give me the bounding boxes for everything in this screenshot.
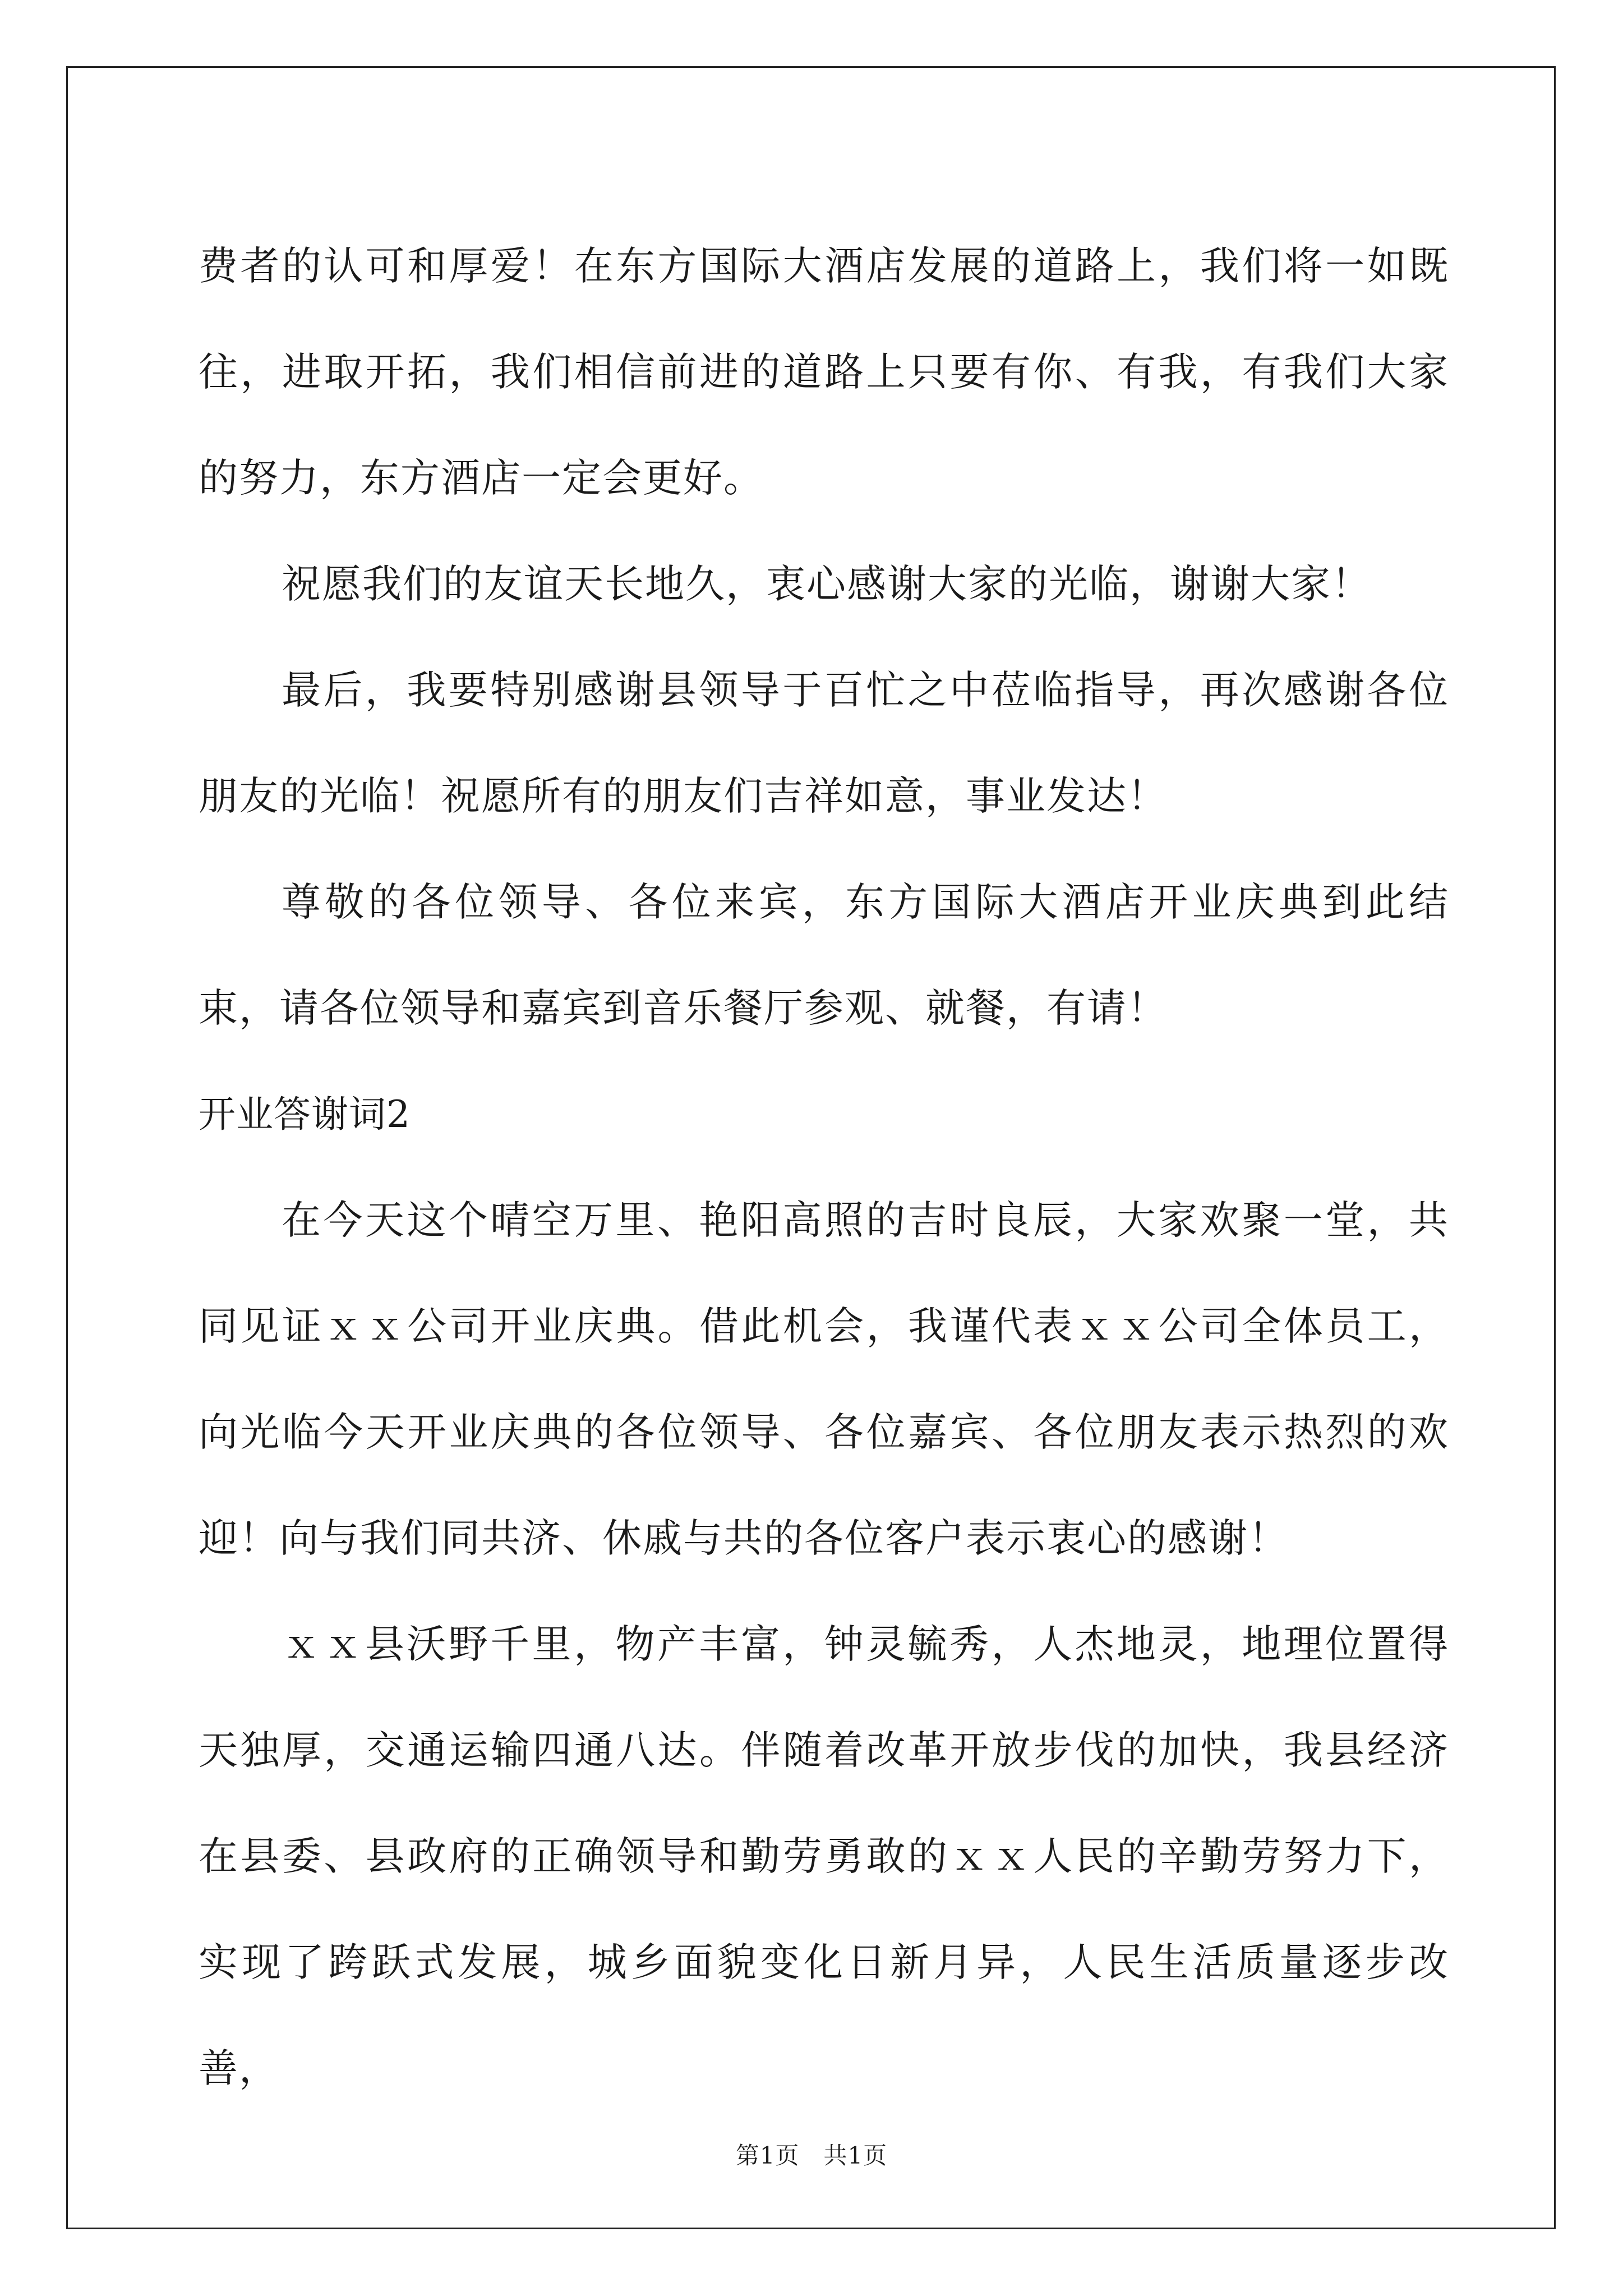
document-body	[199, 213, 1449, 2122]
paragraph: 在今天这个晴空万里、艳阳高照的吉时良辰，大家欢聚一堂，共同见证ｘｘ公司开业庆典。借此机会，我谨代表ｘｘ公司全体员工，向光临今天开业庆典的各位领导、各位嘉宾、各位朋友表示热烈的欢迎！向与我们同共济、休戚与共的各位客户表示衷心的感谢！	[199, 1197, 1449, 1561]
paragraph: 祝愿我们的友谊天长地久，衷心感谢大家的光临，谢谢大家！	[282, 561, 1372, 607]
page-number-footer: 第1页 共1页	[735, 2142, 888, 2169]
paragraph: 最后，我要特别感谢县领导于百忙之中莅临指导，再次感谢各位朋友的光临！祝愿所有的朋友们吉祥如意，事业发达！	[199, 667, 1449, 819]
paragraph: ｘｘ县沃野千里，物产丰富，钟灵毓秀，人杰地灵，地理位置得天独厚，交通运输四通八达。伴随着改革开放步伐的加快，我县经济在县委、县政府的正确领导和勤劳勇敢的ｘｘ人民的辛勤劳努力下，实现了跨跃式发展，城乡面貌变化日新月异，人民生活质量逐步改善，	[199, 1621, 1449, 2091]
paragraph: 尊敬的各位领导、各位来宾，东方国际大酒店开业庆典到此结束，请各位领导和嘉宾到音乐餐厅参观、就餐，有请！	[199, 879, 1449, 1031]
paragraph: 费者的认可和厚爱！在东方国际大酒店发展的道路上，我们将一如既往，进取开拓，我们相信前进的道路上只要有你、有我，有我们大家的努力，东方酒店一定会更好。	[199, 243, 1449, 501]
section-heading: 开业答谢词2	[199, 1093, 411, 1136]
